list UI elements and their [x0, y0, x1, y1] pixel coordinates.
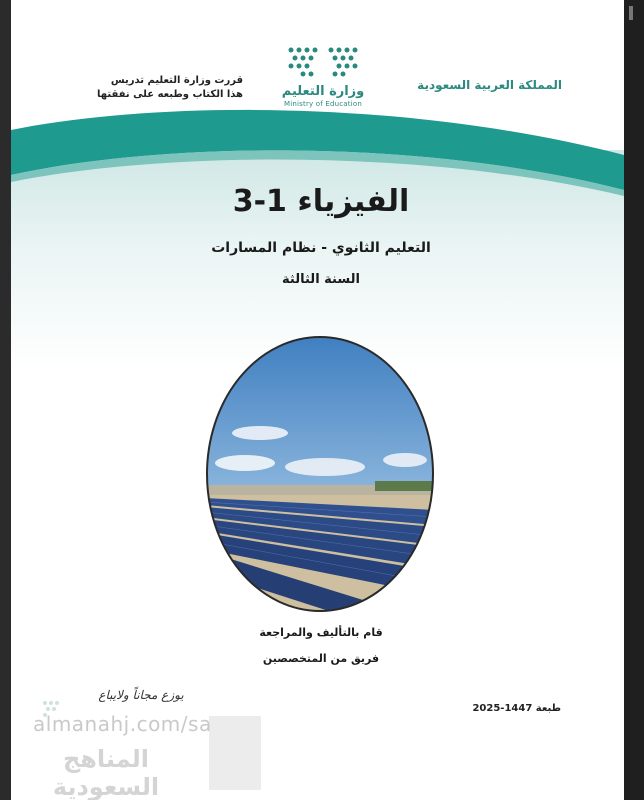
ministry-dots-icon	[283, 42, 363, 82]
watermark-arabic: المناهج السعودية	[52, 745, 160, 800]
ministry-name-en: Ministry of Education	[283, 100, 363, 108]
credits-line-1: قام بالتأليف والمراجعة	[259, 626, 383, 639]
solar-panels-photo	[205, 335, 435, 613]
watermark-url: almanahj.com/sa	[33, 712, 212, 736]
book-subtitle: التعليم الثانوي - نظام المسارات	[211, 240, 431, 256]
book-cover	[11, 0, 624, 800]
ministry-name-ar: وزارة التعليم	[281, 84, 365, 99]
approval-line-1: قررت وزارة التعليم تدريس	[110, 75, 243, 86]
approval-line-2: هذا الكتاب وطبعه على نفقتها	[97, 89, 243, 100]
book-title: الفيزياء 1-3	[232, 184, 410, 219]
free-distribution-label: يوزع مجاناً ولايباع	[98, 688, 184, 702]
watermark-plus-shape	[209, 716, 261, 790]
edition-label: طبعة 1447-2025	[472, 703, 561, 714]
page-right-border	[624, 0, 644, 800]
book-year: السنة الثالثة	[282, 272, 360, 287]
ministry-logo	[273, 42, 373, 108]
country-name: المملكة العربية السعودية	[417, 78, 562, 92]
page-left-border	[0, 0, 11, 800]
approval-note	[71, 74, 243, 102]
credits-line-2: فريق من المتخصصين	[262, 652, 380, 665]
scroll-notch	[629, 6, 633, 20]
